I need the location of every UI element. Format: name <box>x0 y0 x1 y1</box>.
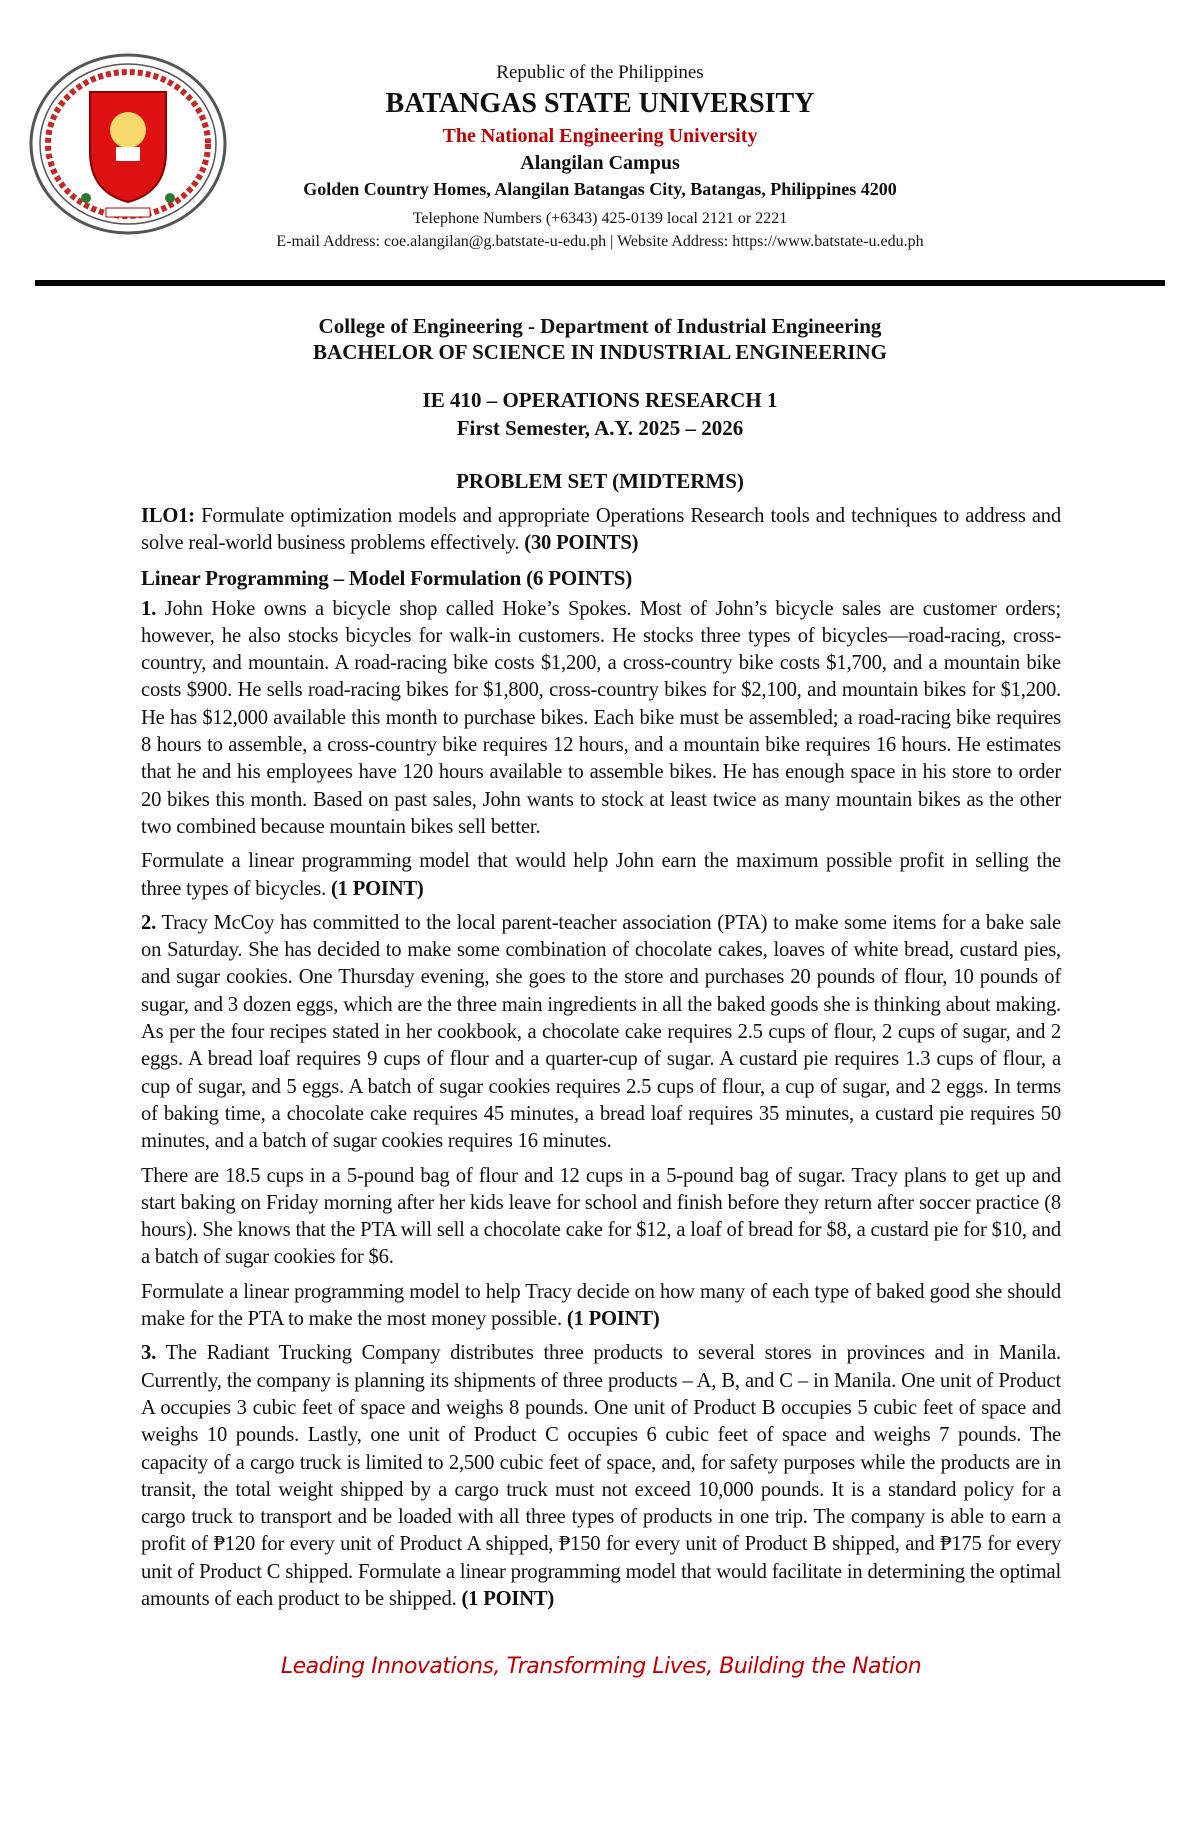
problem-2: 2. Tracy McCoy has committed to the local parent-teacher association (PTA) to make some items for a bake sale on Saturday. She has decided to make some combination of chocolate cakes, loaves of white bread, custard pies, and sugar cookies. One Thursday evening, she goes to the store and purchases 20 pounds of flour, 10 pounds of sugar, and 3 dozen eggs, which are the three main ingredients in all the baked goods she is thinking about making. As per the four recipes stated in her cookbook, a chocolate cake requires 2.5 cups of flour, 2 cups of sugar, and 2 eggs. A bread loaf requires 9 cups of flour and a quarter-cup of sugar. A custard pie requires 1.3 cups of flour, a cup of sugar, and 5 eggs. A batch of sugar cookies requires 2.5 cups of flour, a cup of sugar, and 2 eggs. In terms of baking time, a chocolate cake requires 45 minutes, a bread loaf requires 35 minutes, a custard pie requires 50 minutes, and a batch of sugar cookies requires 16 minutes. <box>141 911 1061 1153</box>
university-motto: The National Engineering University <box>442 125 758 147</box>
college-department: College of Engineering - Department of Industrial Engineering <box>318 314 882 338</box>
problem-3: 3. The Radiant Trucking Company distributes three products to several stores in provinces and in Manila. Currently, the company is planning its shipments of three products – A, B, and C – in Manila. One unit of Product A occupies 3 cubic feet of space and weighs 8 pounds. One unit of Product B occupies 5 cubic feet of space and weighs 10 pounds. Lastly, one unit of Product C occupies 6 cubic feet of space and weighs 7 pounds. The capacity of a cargo truck is limited to 2,500 cubic feet of space, and, for safety purposes while the products are in transit, the total weight shipped by a cargo truck must not exceed 10,000 pounds. It is a standard policy for a cargo truck to transport and be loaded with all three types of products in one trip. The company is able to earn a profit of ₱120 for every unit of Product A shipped, ₱150 for every unit of Product B shipped, and ₱175 for every unit of Product C shipped. Formulate a linear programming model that would facilitate in determining the optimal amounts of each product to be shipped. (1 POINT) <box>141 1342 1061 1610</box>
ilo-statement: ILO1: Formulate optimization models and appropriate Operations Research tools and techniques to address and solve real-world business problems effectively. (30 POINTS) <box>141 505 1061 555</box>
problem-set-title: PROBLEM SET (MIDTERMS) <box>456 469 744 493</box>
campus-address: Golden Country Homes, Alangilan Batangas City, Batangas, Philippines 4200 <box>303 179 897 199</box>
problem-1-task: Formulate a linear programming model that would help John earn the maximum possible profit in selling the three types of bicycles. (1 POINT) <box>141 850 1061 900</box>
footer-tagline: Leading Innovations, Transforming Lives, Building the Nation <box>280 1654 922 1680</box>
email-website: E-mail Address: coe.alangilan@g.batstate-u-edu.ph | Website Address: https://www.batstate-u.edu.ph <box>276 233 924 250</box>
problem-2-continued: There are 18.5 cups in a 5-pound bag of flour and 12 cups in a 5-pound bag of sugar. Tracy plans to get up and start baking on Friday morning after her kids leave for school and finish before they return after soccer practice (8 hours). She knows that the PTA will sell a chocolate cake for $12, a loaf of bread for $8, a custard pie for $10, and a batch of sugar cookies for $6. <box>141 1164 1061 1269</box>
problem-2-task: Formulate a linear programming model to help Tracy decide on how many of each type of baked good she should make for the PTA to make the most money possible. (1 POINT) <box>141 1280 1061 1331</box>
campus-name: Alangilan Campus <box>520 152 680 174</box>
republic-text: Republic of the Philippines <box>496 62 704 83</box>
degree-program: BACHELOR OF SCIENCE IN INDUSTRIAL ENGINEERING <box>313 340 887 364</box>
document-flow <box>141 503 1061 1721</box>
semester: First Semester, A.Y. 2025 – 2026 <box>456 416 744 440</box>
ilo-label: ILO1: <box>141 505 195 527</box>
course-title: IE 410 – OPERATIONS RESEARCH 1 <box>422 388 778 412</box>
university-name: BATANGAS STATE UNIVERSITY <box>385 88 815 119</box>
header-divider <box>35 280 1165 286</box>
university-seal-logo <box>28 52 228 237</box>
problem-1: 1. John Hoke owns a bicycle shop called Hoke’s Spokes. Most of John’s bicycle sales are customer orders; however, he also stocks bicycles for walk-in customers. He stocks three types of bicycles—road-racing, cross-country, and mountain. A road-racing bike costs $1,200, a cross-country bike costs $1,700, and a mountain bike costs $900. He sells road-racing bikes for $1,800, cross-country bikes for $2,100, and mountain bikes for $1,200. He has $12,000 available this month to purchase bikes. Each bike must be assembled; a road-racing bike requires 8 hours to assemble, a cross-country bike requires 12 hours, and a mountain bike requires 16 hours. He estimates that he and his employees have 120 hours available to assemble bikes. He has enough space in his store to order 20 bikes this month. Based on past sales, John wants to stock at least twice as many mountain bikes as the other two combined because mountain bikes sell better. <box>141 597 1061 838</box>
section-heading: Linear Programming – Model Formulation (6 POINTS) <box>141 565 633 590</box>
document-body <box>141 503 1061 1613</box>
telephone-numbers: Telephone Numbers (+6343) 425-0139 local 2121 or 2221 <box>412 210 788 227</box>
